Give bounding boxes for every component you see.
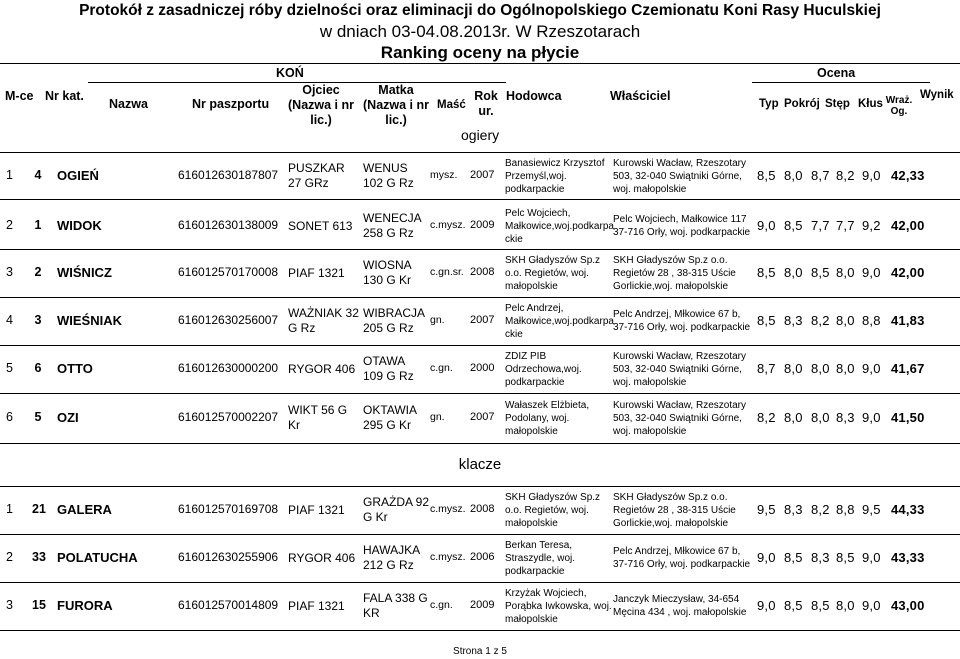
row-horse-name: OGIEŃ bbox=[57, 168, 99, 183]
row-breeder-line: Banasiewicz Krzysztof bbox=[505, 157, 605, 169]
row-divider bbox=[0, 582, 960, 583]
row-father-line: WAŻNIAK 32 bbox=[288, 306, 359, 320]
row-catalog-number: 15 bbox=[32, 598, 46, 612]
row-breeder bbox=[505, 157, 604, 196]
row-score: 8,3 bbox=[836, 410, 855, 425]
row-score: 8,0 bbox=[811, 410, 830, 425]
row-mother-line: 102 G Rz bbox=[363, 176, 414, 190]
row-father-line: SONET 613 bbox=[288, 218, 353, 233]
row-catalog-number: 3 bbox=[34, 313, 42, 327]
row-father-line: WIKT 56 G bbox=[288, 403, 348, 417]
row-owner bbox=[613, 545, 750, 571]
row-mother-line: HAWAJKA bbox=[363, 543, 421, 557]
row-father-line: RYGOR 406 bbox=[288, 361, 356, 376]
row-divider bbox=[0, 443, 960, 444]
row-catalog-number: 6 bbox=[34, 361, 42, 375]
row-owner bbox=[613, 593, 746, 619]
row-owner-line: 37-716 Orły, woj. podkarpackie bbox=[613, 322, 751, 333]
row-father-line: G Rz bbox=[288, 321, 316, 335]
row-divider bbox=[0, 534, 960, 535]
row-owner-line: 37-716 Orły, woj. podkarpackie bbox=[613, 227, 751, 238]
row-place: 3 bbox=[6, 598, 13, 612]
hdr-rok: Rok ur. bbox=[474, 89, 498, 118]
row-father bbox=[288, 403, 347, 433]
row-father-line: PIAF 1321 bbox=[288, 502, 345, 517]
row-father-line: Kr bbox=[288, 418, 300, 432]
row-place: 4 bbox=[6, 313, 13, 327]
row-breeder-line: podkarpackie bbox=[505, 183, 565, 195]
row-owner-line: Regietów 28 , 38-315 Uście bbox=[613, 504, 736, 516]
row-breeder-line: o.o. Regietów, woj. bbox=[505, 267, 589, 279]
row-score: 44,33 bbox=[891, 502, 925, 517]
row-breeder-line: Straszydle, woj. bbox=[505, 552, 576, 564]
row-mother-line: 205 G Rz bbox=[363, 321, 414, 335]
row-score: 9,5 bbox=[862, 502, 881, 517]
row-score: 7,7 bbox=[811, 218, 830, 233]
row-place: 2 bbox=[6, 550, 13, 564]
row-breeder-line: o.o. Regietów, woj. bbox=[505, 504, 589, 516]
row-score: 8,0 bbox=[836, 313, 855, 328]
row-score: 9,0 bbox=[862, 410, 881, 425]
row-score: 8,0 bbox=[784, 168, 803, 183]
row-mother-line: KR bbox=[363, 606, 380, 620]
hdr-wlasciciel: Właściciel bbox=[610, 89, 671, 103]
row-breeder-line: Berkan Teresa, bbox=[505, 539, 573, 551]
row-score: 9,2 bbox=[862, 218, 881, 233]
row-coat: mysz. bbox=[430, 169, 458, 181]
row-mother-line: OKTAWIA bbox=[363, 403, 417, 417]
row-owner-line: Regietów 28 , 38-315 Uście bbox=[613, 267, 736, 279]
row-breeder-line: SKH Gładyszów Sp.z bbox=[505, 491, 601, 503]
row-score: 8,8 bbox=[836, 502, 855, 517]
ranking-title: Ranking oceny na płycie bbox=[380, 43, 580, 62]
row-owner bbox=[613, 213, 750, 239]
row-passport: 616012630256007 bbox=[178, 313, 279, 327]
row-mother bbox=[363, 543, 420, 573]
row-place: 5 bbox=[6, 361, 13, 375]
row-breeder-line: Krzyżak Wojciech, bbox=[505, 587, 587, 599]
row-birth-year: 2008 bbox=[470, 503, 495, 515]
row-passport: 616012630187807 bbox=[178, 168, 279, 182]
hdr-pokroj: Pokrój bbox=[784, 98, 820, 110]
row-mother-line: 295 G Kr bbox=[363, 418, 412, 432]
hdr-nrpaszportu: Nr paszportu bbox=[192, 97, 270, 111]
row-mother-line: FALA 338 G bbox=[363, 591, 428, 605]
row-breeder-line: Pelc Andrzej, bbox=[505, 302, 564, 314]
hdr-matka: Matka (Nazwa i nr lic.) bbox=[363, 83, 429, 127]
row-score: 9,0 bbox=[862, 168, 881, 183]
row-score: 43,33 bbox=[891, 550, 925, 565]
row-horse-name: OTTO bbox=[57, 361, 93, 376]
row-breeder-line: ZDIZ PIB bbox=[505, 350, 547, 362]
row-divider bbox=[0, 393, 960, 394]
row-breeder-line: Porąbka Iwkowska, woj. bbox=[505, 600, 612, 612]
row-coat: gn. bbox=[430, 314, 445, 326]
row-score: 8,3 bbox=[811, 550, 830, 565]
row-mother bbox=[363, 258, 412, 288]
row-mother-line: OTAWA bbox=[363, 354, 406, 368]
row-score: 8,5 bbox=[811, 598, 830, 613]
row-score: 9,0 bbox=[862, 598, 881, 613]
row-coat: c.gn. bbox=[430, 362, 453, 374]
row-mother bbox=[363, 495, 429, 525]
row-breeder bbox=[505, 350, 582, 389]
row-mother-line: WENUS bbox=[363, 161, 408, 175]
row-owner-line: Pelc Wojciech, Małkowice 117 bbox=[613, 214, 747, 225]
row-score: 8,0 bbox=[784, 410, 803, 425]
row-birth-year: 2007 bbox=[470, 314, 495, 326]
row-score: 8,7 bbox=[757, 361, 776, 376]
row-score: 41,83 bbox=[891, 313, 925, 328]
row-owner-line: woj. małopolskie bbox=[613, 425, 687, 437]
row-owner-line: Kurowski Wacław, Rzeszotary bbox=[613, 399, 746, 411]
row-owner bbox=[613, 399, 746, 438]
row-breeder bbox=[505, 539, 575, 578]
row-score: 9,0 bbox=[862, 361, 881, 376]
row-breeder bbox=[505, 491, 600, 530]
row-breeder bbox=[505, 207, 614, 246]
row-divider bbox=[0, 630, 960, 631]
row-breeder-line: podkarpackie bbox=[505, 376, 565, 388]
row-score: 8,5 bbox=[811, 265, 830, 280]
row-owner-line: woj. małopolskie bbox=[613, 376, 687, 388]
row-breeder-line: Odrzechowa,woj. bbox=[505, 363, 582, 375]
row-father-line: PUSZKAR bbox=[288, 161, 345, 175]
hdr-nazwa: Nazwa bbox=[109, 97, 148, 111]
row-birth-year: 2007 bbox=[470, 169, 495, 181]
row-horse-name: POLATUCHA bbox=[57, 550, 138, 565]
row-score: 8,2 bbox=[811, 313, 830, 328]
row-breeder-line: ckie bbox=[505, 328, 523, 340]
row-breeder-line: Pelc Wojciech, bbox=[505, 207, 571, 219]
row-owner bbox=[613, 308, 750, 334]
row-owner-line: 503, 32-040 Swiątniki Górne, bbox=[613, 170, 742, 182]
hdr-hodowca: Hodowca bbox=[506, 89, 562, 103]
row-catalog-number: 33 bbox=[32, 550, 46, 564]
row-passport: 616012570170008 bbox=[178, 265, 279, 279]
row-score: 42,00 bbox=[891, 218, 925, 233]
row-divider bbox=[0, 249, 960, 250]
row-mother bbox=[363, 211, 422, 241]
row-score: 9,0 bbox=[757, 218, 776, 233]
row-owner bbox=[613, 491, 736, 530]
row-breeder-line: podkarpackie bbox=[505, 565, 565, 577]
event-date: w dniach 03-04.08.2013r. W Rzeszotarach bbox=[319, 22, 641, 41]
row-birth-year: 2009 bbox=[470, 599, 495, 611]
row-horse-name: FURORA bbox=[57, 598, 113, 613]
row-mother-line: G Kr bbox=[363, 510, 388, 524]
row-owner-line: Kurowski Wacław, Rzeszotary bbox=[613, 350, 746, 362]
hdr-masc: Maść bbox=[437, 99, 466, 111]
row-breeder-line: małopolskie bbox=[505, 280, 558, 292]
hdr-ocena: Ocena bbox=[817, 66, 856, 80]
row-score: 8,5 bbox=[757, 313, 776, 328]
row-birth-year: 2008 bbox=[470, 266, 495, 278]
row-mother bbox=[363, 591, 428, 621]
row-horse-name: WIEŚNIAK bbox=[57, 313, 122, 328]
row-passport: 616012630000200 bbox=[178, 361, 279, 375]
row-passport: 616012570169708 bbox=[178, 502, 279, 516]
row-father bbox=[288, 362, 355, 377]
row-owner-line: 503, 32-040 Swiątniki Górne, bbox=[613, 363, 742, 375]
row-father bbox=[288, 219, 352, 234]
row-catalog-number: 21 bbox=[32, 502, 46, 516]
row-score: 8,2 bbox=[836, 168, 855, 183]
row-score: 41,67 bbox=[891, 361, 925, 376]
row-score: 8,3 bbox=[784, 502, 803, 517]
row-breeder-line: SKH Gładyszów Sp.z bbox=[505, 254, 601, 266]
row-mother-line: WENECJA bbox=[363, 211, 422, 225]
row-owner-line: Męcina 434 , woj. małopolskie bbox=[613, 607, 747, 618]
row-horse-name: OZI bbox=[57, 410, 79, 425]
row-score: 9,0 bbox=[757, 550, 776, 565]
row-owner-line: SKH Gładyszów Sp.z o.o. bbox=[613, 254, 728, 266]
row-breeder bbox=[505, 399, 589, 438]
row-place: 1 bbox=[6, 502, 13, 516]
row-score: 8,8 bbox=[862, 313, 881, 328]
row-breeder-line: Małkowice,woj.podkarpa bbox=[505, 220, 614, 232]
row-score: 8,0 bbox=[836, 361, 855, 376]
row-mother-line: GRAŻDA 92 bbox=[363, 495, 430, 509]
row-birth-year: 2006 bbox=[470, 551, 495, 563]
row-divider bbox=[0, 297, 960, 298]
row-score: 8,5 bbox=[757, 168, 776, 183]
row-score: 8,0 bbox=[836, 598, 855, 613]
row-mother-line: WIBRACJA bbox=[363, 306, 426, 320]
row-passport: 616012630138009 bbox=[178, 218, 279, 232]
row-mother-line: 130 G Kr bbox=[363, 273, 412, 287]
row-owner-line: 37-716 Orły, woj. podkarpackie bbox=[613, 559, 751, 570]
row-coat: gn. bbox=[430, 411, 445, 423]
row-mother-line: 109 G Rz bbox=[363, 369, 414, 383]
row-owner-line: Gorlickie,woj. małopolskie bbox=[613, 517, 729, 529]
row-breeder-line: Przemyśl,woj. bbox=[505, 170, 567, 182]
row-divider bbox=[0, 152, 960, 153]
row-score: 7,7 bbox=[836, 218, 855, 233]
row-father-line: PIAF 1321 bbox=[288, 265, 345, 280]
section-mares-label: klacze bbox=[458, 456, 502, 473]
row-horse-name: GALERA bbox=[57, 502, 112, 517]
row-score: 9,0 bbox=[862, 265, 881, 280]
row-father bbox=[288, 503, 345, 518]
row-father bbox=[288, 161, 345, 191]
row-score: 42,00 bbox=[891, 265, 925, 280]
row-owner-line: Pelc Andrzej, Młkowice 67 b, bbox=[613, 546, 741, 557]
row-breeder-line: małopolskie bbox=[505, 613, 558, 625]
row-coat: c.mysz. bbox=[430, 551, 466, 563]
row-breeder bbox=[505, 254, 600, 293]
row-score: 8,0 bbox=[836, 265, 855, 280]
row-score: 8,0 bbox=[784, 361, 803, 376]
row-breeder-line: Małkowice,woj.podkarpa bbox=[505, 315, 614, 327]
row-breeder-line: małopolskie bbox=[505, 517, 558, 529]
row-score: 8,2 bbox=[757, 410, 776, 425]
row-passport: 616012570014809 bbox=[178, 598, 279, 612]
row-place: 6 bbox=[6, 410, 13, 424]
row-owner-line: Gorlickie,woj. małopolskie bbox=[613, 280, 729, 292]
row-score: 9,0 bbox=[862, 550, 881, 565]
row-score: 8,5 bbox=[784, 598, 803, 613]
row-score: 8,5 bbox=[757, 265, 776, 280]
header-top-rule bbox=[0, 63, 960, 64]
header-ocena-rule bbox=[752, 82, 930, 83]
hdr-mce: M-ce bbox=[5, 89, 34, 103]
row-breeder-line: Podolany, woj. bbox=[505, 412, 570, 424]
row-owner-line: Kurowski Wacław, Rzeszotary bbox=[613, 157, 746, 169]
row-score: 8,5 bbox=[784, 550, 803, 565]
row-owner bbox=[613, 254, 736, 293]
row-owner-line: SKH Gładyszów Sp.z o.o. bbox=[613, 491, 728, 503]
row-mother bbox=[363, 354, 414, 384]
row-place: 3 bbox=[6, 265, 13, 279]
row-score: 8,3 bbox=[784, 313, 803, 328]
row-owner-line: 503, 32-040 Swiątniki Górne, bbox=[613, 412, 742, 424]
row-catalog-number: 2 bbox=[34, 265, 42, 279]
row-father bbox=[288, 306, 359, 336]
row-coat: c.gn. bbox=[430, 599, 453, 611]
hdr-step: Stęp bbox=[825, 98, 850, 110]
row-coat: c.mysz. bbox=[430, 503, 466, 515]
row-birth-year: 2009 bbox=[470, 219, 495, 231]
row-catalog-number: 4 bbox=[34, 168, 42, 182]
row-coat: c.mysz. bbox=[430, 219, 466, 231]
row-breeder bbox=[505, 587, 612, 626]
row-owner bbox=[613, 157, 746, 196]
row-father bbox=[288, 551, 355, 566]
hdr-wraz: Wraż. Og. bbox=[885, 95, 913, 117]
row-passport: 616012570002207 bbox=[178, 410, 279, 424]
row-score: 8,2 bbox=[811, 502, 830, 517]
row-birth-year: 2007 bbox=[470, 411, 495, 423]
row-mother-line: 212 G Rz bbox=[363, 558, 414, 572]
row-mother-line: WIOSNA bbox=[363, 258, 412, 272]
row-owner-line: woj. małopolskie bbox=[613, 183, 687, 195]
row-father-line: PIAF 1321 bbox=[288, 598, 345, 613]
row-score: 8,5 bbox=[784, 218, 803, 233]
row-score: 8,5 bbox=[836, 550, 855, 565]
row-horse-name: WIŚNICZ bbox=[57, 265, 112, 280]
hdr-group-ogiery: ogiery bbox=[461, 127, 500, 143]
row-father-line: RYGOR 406 bbox=[288, 550, 356, 565]
row-owner-line: Pelc Andrzej, Młkowice 67 b, bbox=[613, 309, 741, 320]
row-score: 9,5 bbox=[757, 502, 776, 517]
hdr-nrkat: Nr kat. bbox=[45, 89, 84, 103]
row-score: 8,7 bbox=[811, 168, 830, 183]
row-owner bbox=[613, 350, 746, 389]
row-score: 8,0 bbox=[811, 361, 830, 376]
row-mother bbox=[363, 306, 425, 336]
hdr-typ: Typ bbox=[759, 98, 779, 110]
row-place: 2 bbox=[6, 218, 13, 232]
row-score: 42,33 bbox=[891, 168, 925, 183]
row-horse-name: WIDOK bbox=[57, 218, 102, 233]
row-owner-line: Janczyk Mieczysław, 34-654 bbox=[613, 594, 740, 605]
row-father bbox=[288, 266, 345, 281]
row-mother bbox=[363, 161, 414, 191]
row-breeder-line: małopolskie bbox=[505, 425, 558, 437]
row-catalog-number: 1 bbox=[34, 218, 42, 232]
row-birth-year: 2000 bbox=[470, 362, 495, 374]
row-father bbox=[288, 599, 345, 614]
hdr-kon: KOŃ bbox=[276, 66, 304, 80]
row-passport: 616012630255906 bbox=[178, 550, 279, 564]
page-title: Protokół z zasadniczej róby dzielności oraz eliminacji do Ogólnopolskiego Czemionatu Koni Rasy Huculskiej bbox=[79, 2, 881, 19]
hdr-ojciec: Ojciec (Nazwa i nr lic.) bbox=[288, 83, 354, 127]
row-breeder-line: ckie bbox=[505, 233, 523, 245]
row-place: 1 bbox=[6, 168, 13, 182]
row-divider bbox=[0, 345, 960, 346]
row-divider bbox=[0, 486, 960, 487]
hdr-wynik: Wynik bbox=[920, 89, 954, 101]
row-mother-line: 258 G Rz bbox=[363, 226, 414, 240]
row-father-line: 27 GRz bbox=[288, 176, 329, 190]
row-coat: c.gn.sr. bbox=[430, 266, 464, 278]
row-mother bbox=[363, 403, 417, 433]
row-breeder bbox=[505, 302, 614, 341]
page-footer: Strona 1 z 5 bbox=[453, 646, 507, 657]
hdr-klus: Kłus bbox=[858, 98, 883, 110]
row-divider bbox=[0, 199, 960, 200]
row-score: 41,50 bbox=[891, 410, 925, 425]
row-score: 9,0 bbox=[757, 598, 776, 613]
row-breeder-line: Wałaszek Elżbieta, bbox=[505, 399, 590, 411]
row-catalog-number: 5 bbox=[34, 410, 42, 424]
row-score: 43,00 bbox=[891, 598, 925, 613]
row-score: 8,0 bbox=[784, 265, 803, 280]
